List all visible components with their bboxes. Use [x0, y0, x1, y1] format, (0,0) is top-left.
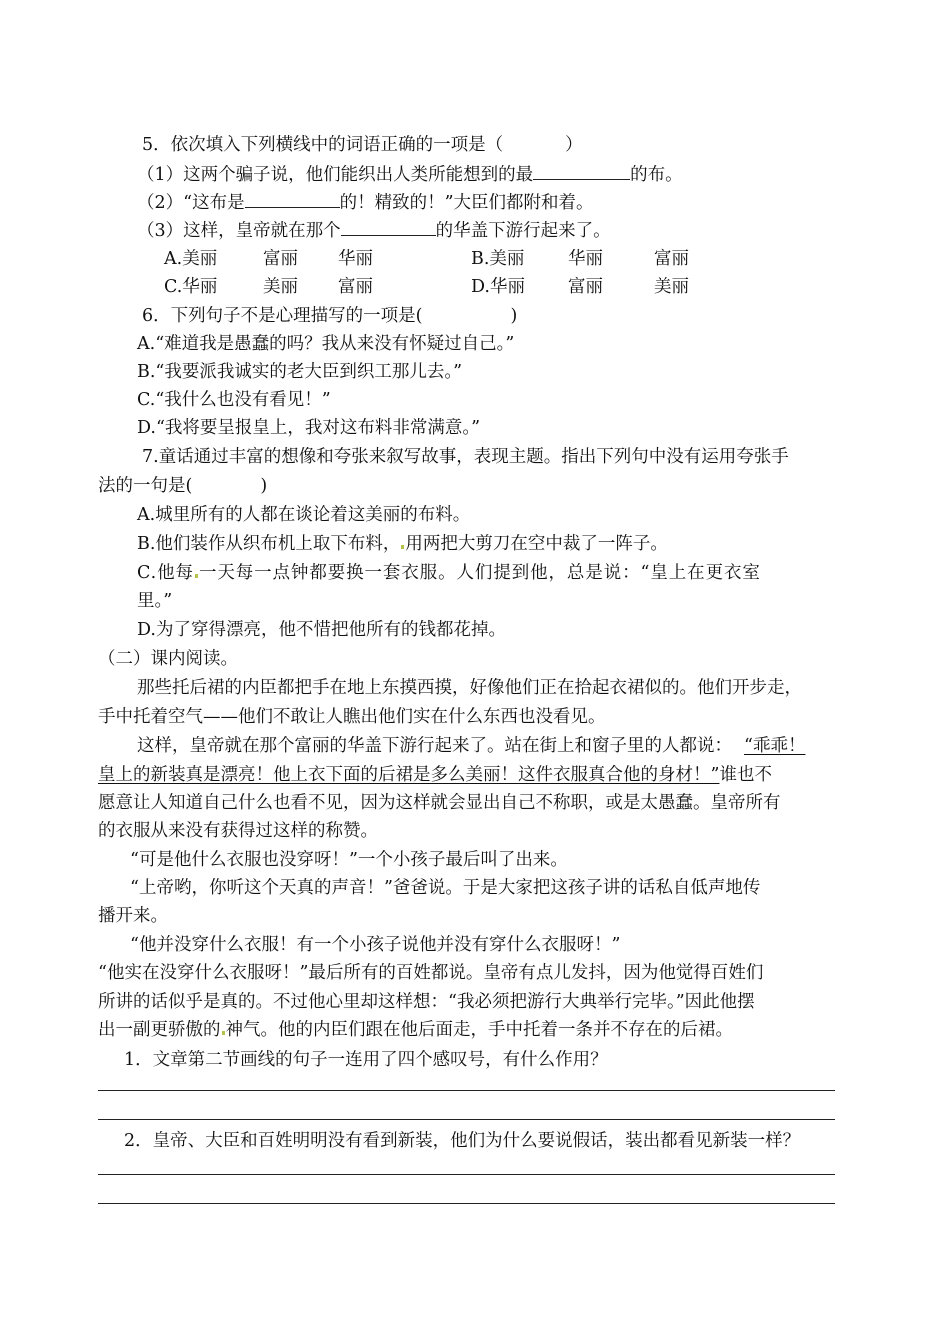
q7-option-c[interactable]: C.他每 一天每一点钟都要换一套衣服。人们提到他，总是说：“皇上在更衣室 [137, 563, 761, 583]
q5-sentence-1: （1）这两个骗子说，他们能织出人类所能想到的最 的布。 [137, 162, 683, 186]
q6-option-d[interactable]: D.“我将要呈报皇上，我对这布料非常满意。” [137, 418, 481, 438]
passage-p1-line1: 那些托后裙的内臣都把手在地上东摸西摸，好像他们正在拾起衣裙似的。他们开步走， [137, 678, 802, 698]
q5-option-d[interactable]: D.华丽 [471, 277, 525, 297]
underlined-sentence-start: “乖乖！ [744, 736, 806, 756]
q7-option-b[interactable]: B.他们装作从织布机上取下布料， 用两把大剪刀在空中裁了一阵子。 [137, 534, 668, 554]
passage-p6-line1: “他实在没穿什么衣服呀！”最后所有的百姓都说。皇帝有点儿发抖，因为他觉得百姓们 [98, 963, 764, 983]
q5-option-a[interactable]: A.美丽 [164, 249, 218, 269]
passage-p4-line2: 播开来。 [98, 906, 168, 926]
q5-option-c-word3: 富丽 [338, 277, 373, 297]
passage-p2-line2: 皇上的新装真是漂亮！他上衣下面的后裙是多么美丽！这件衣服真合他的身材！”谁也不 [98, 765, 772, 785]
passage-p5: “他并没穿什么衣服！有一个小孩子说他并没有穿什么衣服呀！” [130, 935, 621, 955]
q7-stem-line2: 法的一句是( ) [98, 476, 268, 496]
q5-sentence-2: （2）“这布是 的！精致的！”大臣们都附和着。 [137, 190, 594, 214]
q6-option-b[interactable]: B.“我要派我诚实的老大臣到织工那儿去。” [137, 362, 463, 382]
q5-option-d-word2: 富丽 [568, 277, 603, 297]
q6-option-a[interactable]: A.“难道我是愚蠢的吗？我从来没有怀疑过自己。” [137, 334, 515, 354]
reading-question-2: 2．皇帝、大臣和百姓明明没有看到新装，他们为什么要说假话，装出都看见新装一样？ [124, 1131, 801, 1151]
answer-line-4[interactable] [98, 1203, 835, 1204]
underlined-sentence: 皇上的新装真是漂亮！他上衣下面的后裙是多么美丽！这件衣服真合他的身材！” [98, 765, 720, 785]
q7-option-a[interactable]: A.城里所有的人都在谈论着这美丽的布料。 [137, 505, 471, 525]
passage-p1-line2: 手中托着空气——他们不敢让人瞧出他们实在什么东西也没看见。 [98, 707, 606, 727]
q5-option-b[interactable]: B.美丽 [471, 249, 525, 269]
answer-line-3[interactable] [98, 1174, 835, 1175]
answer-blank-1[interactable] [533, 162, 630, 180]
q7-option-d[interactable]: D.为了穿得漂亮，他不惜把他所有的钱都花掉。 [137, 620, 506, 640]
q5-option-a-word3: 华丽 [338, 249, 373, 269]
passage-p4-line1: “上帝哟，你听这个天真的声音！”爸爸说。于是大家把这孩子讲的话私自低声地传 [130, 878, 761, 898]
passage-p2-line1: 这样，皇帝就在那个富丽的华盖下游行起来了。站在街上和窗子里的人都说： “乖乖！ [137, 736, 806, 756]
q5-option-c-word2: 美丽 [263, 277, 298, 297]
q5-option-b-word2: 华丽 [568, 249, 603, 269]
passage-p6-line3: 出一副更骄傲的 神气。他的内臣们跟在他后面走，手中托着一条并不存在的后裙。 [98, 1020, 733, 1040]
q7-option-c-cont: 里。” [137, 591, 173, 611]
passage-p2-line3: 愿意让人知道自己什么也看不见，因为这样就会显出自己不称职，或是太愚蠢。皇帝所有 [98, 793, 781, 813]
q5-stem: 5．依次填入下列横线中的词语正确的一项是（ ） [142, 135, 583, 155]
answer-blank-2[interactable] [245, 190, 340, 208]
answer-blank-3[interactable] [341, 218, 436, 236]
q5-option-a-word2: 富丽 [263, 249, 298, 269]
q5-sentence-3: （3）这样，皇帝就在那个 的华盖下游行起来了。 [137, 218, 611, 242]
q6-stem: 6．下列句子不是心理描写的一项是( ) [142, 306, 518, 326]
passage-p6-line2: 所讲的话似乎是真的。不过他心里却这样想：“我必须把游行大典举行完毕。”因此他摆 [98, 992, 755, 1012]
passage-p3: “可是他什么衣服也没穿呀！”一个小孩子最后叫了出来。 [130, 850, 568, 870]
q6-option-c[interactable]: C.“我什么也没有看见！” [137, 390, 331, 410]
reading-question-1: 1．文章第二节画线的句子一连用了四个感叹号，有什么作用？ [124, 1050, 608, 1070]
q5-option-b-word3: 富丽 [654, 249, 689, 269]
section-heading: （二）课内阅读。 [98, 649, 238, 669]
q5-option-d-word3: 美丽 [654, 277, 689, 297]
answer-line-1[interactable] [98, 1090, 835, 1091]
passage-p2-line4: 的衣服从来没有获得过这样的称赞。 [98, 821, 378, 841]
answer-line-2[interactable] [98, 1119, 835, 1120]
q7-stem-line1: 7.童话通过丰富的想像和夸张来叙写故事，表现主题。指出下列句中没有运用夸张手 [142, 447, 789, 467]
q5-option-c[interactable]: C.华丽 [164, 277, 218, 297]
